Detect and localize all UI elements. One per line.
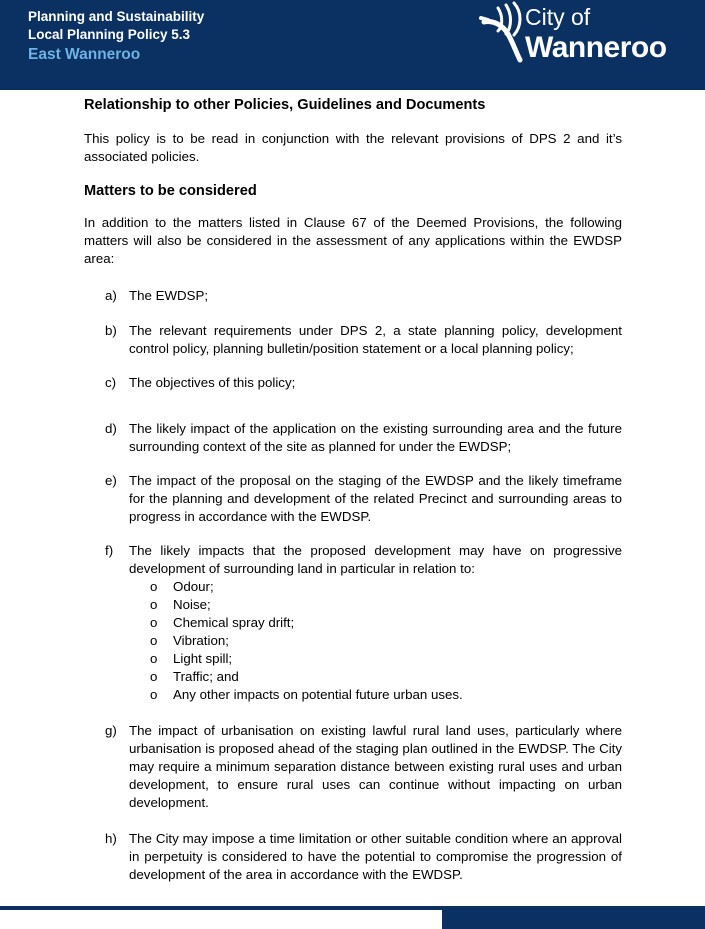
sublist-item bbox=[129, 632, 622, 650]
city-logo bbox=[478, 0, 698, 70]
sublist-item-text: Traffic; and bbox=[173, 669, 239, 684]
list-item-e bbox=[84, 472, 622, 526]
list-item-letter: h) bbox=[105, 831, 117, 846]
sublist-item bbox=[129, 650, 622, 668]
list-item-text: The likely impacts that the proposed development may have on progressive development of surrounding land in particular in relation to: bbox=[129, 543, 622, 576]
page-content bbox=[84, 94, 622, 884]
bullet-icon: o bbox=[150, 597, 158, 612]
list-item-letter: c) bbox=[105, 375, 117, 390]
list-item-text: The City may impose a time limitation or other suitable condition where an approval in perpetuity is considered to have the potential to compromise the progression of development of the area in accordance with the EWDSP. bbox=[129, 831, 622, 882]
list-item-text: The impact of urbanisation on existing lawful rural land uses, particularly where urbanisation is proposed ahead of the staging plan outlined in the EWDSP. The City may require a minimum separation distance between existing rural uses and urban development, to ensure rural uses can continue without impacting on urban development. bbox=[129, 723, 622, 810]
header-titles bbox=[28, 8, 204, 65]
list-item-text: The relevant requirements under DPS 2, a state planning policy, development control policy, planning bulletin/position statement or a local planning policy; bbox=[129, 323, 622, 356]
list-item-g bbox=[84, 722, 622, 812]
sublist-item bbox=[129, 614, 622, 632]
list-item-h bbox=[84, 830, 622, 884]
sublist-item bbox=[129, 686, 622, 704]
heading-relationship: Relationship to other Policies, Guidelines and Documents bbox=[84, 97, 486, 113]
sublist-item-text: Chemical spray drift; bbox=[173, 615, 295, 630]
list-item-letter: f) bbox=[105, 543, 114, 558]
list-item-f bbox=[84, 542, 622, 704]
department-title: Planning and Sustainability bbox=[28, 9, 205, 24]
heading-matters: Matters to be considered bbox=[84, 183, 257, 199]
list-item-letter: g) bbox=[105, 723, 117, 738]
sublist-item bbox=[129, 668, 622, 686]
list-item-letter: b) bbox=[105, 323, 117, 338]
paragraph-relationship: This policy is to be read in conjunction with the relevant provisions of DPS 2 and it’s associated policies. bbox=[84, 131, 622, 164]
list-item-c bbox=[84, 374, 622, 392]
list-item-text: The objectives of this policy; bbox=[129, 375, 296, 390]
impacts-sublist bbox=[129, 578, 622, 704]
sublist-item-text: Vibration; bbox=[173, 633, 229, 648]
sublist-item-text: Noise; bbox=[173, 597, 211, 612]
list-item-text: The likely impact of the application on the existing surrounding area and the future surrounding context of the site as planned for under the EWDSP; bbox=[129, 421, 622, 454]
matters-list bbox=[84, 287, 622, 884]
list-item-letter: e) bbox=[105, 473, 117, 488]
list-item-d bbox=[84, 420, 622, 456]
logo-wanneroo: Wanneroo bbox=[525, 31, 667, 64]
logo-city-of: City of bbox=[525, 4, 591, 30]
bullet-icon: o bbox=[150, 633, 158, 648]
list-item-text: The EWDSP; bbox=[129, 288, 209, 303]
bullet-icon: o bbox=[150, 651, 158, 666]
sublist-item-text: Light spill; bbox=[173, 651, 233, 666]
list-item-text: The impact of the proposal on the staging of the EWDSP and the likely timeframe for the planning and development of the related Precinct and surrounding areas to progress in accordance with the EWDSP. bbox=[129, 473, 622, 524]
bullet-icon: o bbox=[150, 669, 158, 684]
sublist-item bbox=[129, 596, 622, 614]
sublist-item-text: Any other impacts on potential future urban uses. bbox=[173, 687, 463, 702]
page-header bbox=[0, 0, 705, 90]
bullet-icon: o bbox=[150, 615, 158, 630]
list-item-letter: a) bbox=[105, 288, 117, 303]
list-item-a bbox=[84, 287, 622, 305]
footer-bar bbox=[442, 906, 705, 929]
bullet-icon: o bbox=[150, 687, 158, 702]
policy-title: Local Planning Policy 5.3 bbox=[28, 27, 191, 42]
list-item-b bbox=[84, 322, 622, 358]
sublist-item bbox=[129, 578, 622, 596]
paragraph-matters: In addition to the matters listed in Clause 67 of the Deemed Provisions, the following matters will also be considered in the assessment of any applications within the EWDSP area: bbox=[84, 215, 622, 266]
list-item-letter: d) bbox=[105, 421, 117, 436]
bullet-icon: o bbox=[150, 579, 158, 594]
sublist-item-text: Odour; bbox=[173, 579, 214, 594]
policy-subtitle: East Wanneroo bbox=[28, 46, 141, 63]
swan-icon bbox=[478, 0, 526, 68]
